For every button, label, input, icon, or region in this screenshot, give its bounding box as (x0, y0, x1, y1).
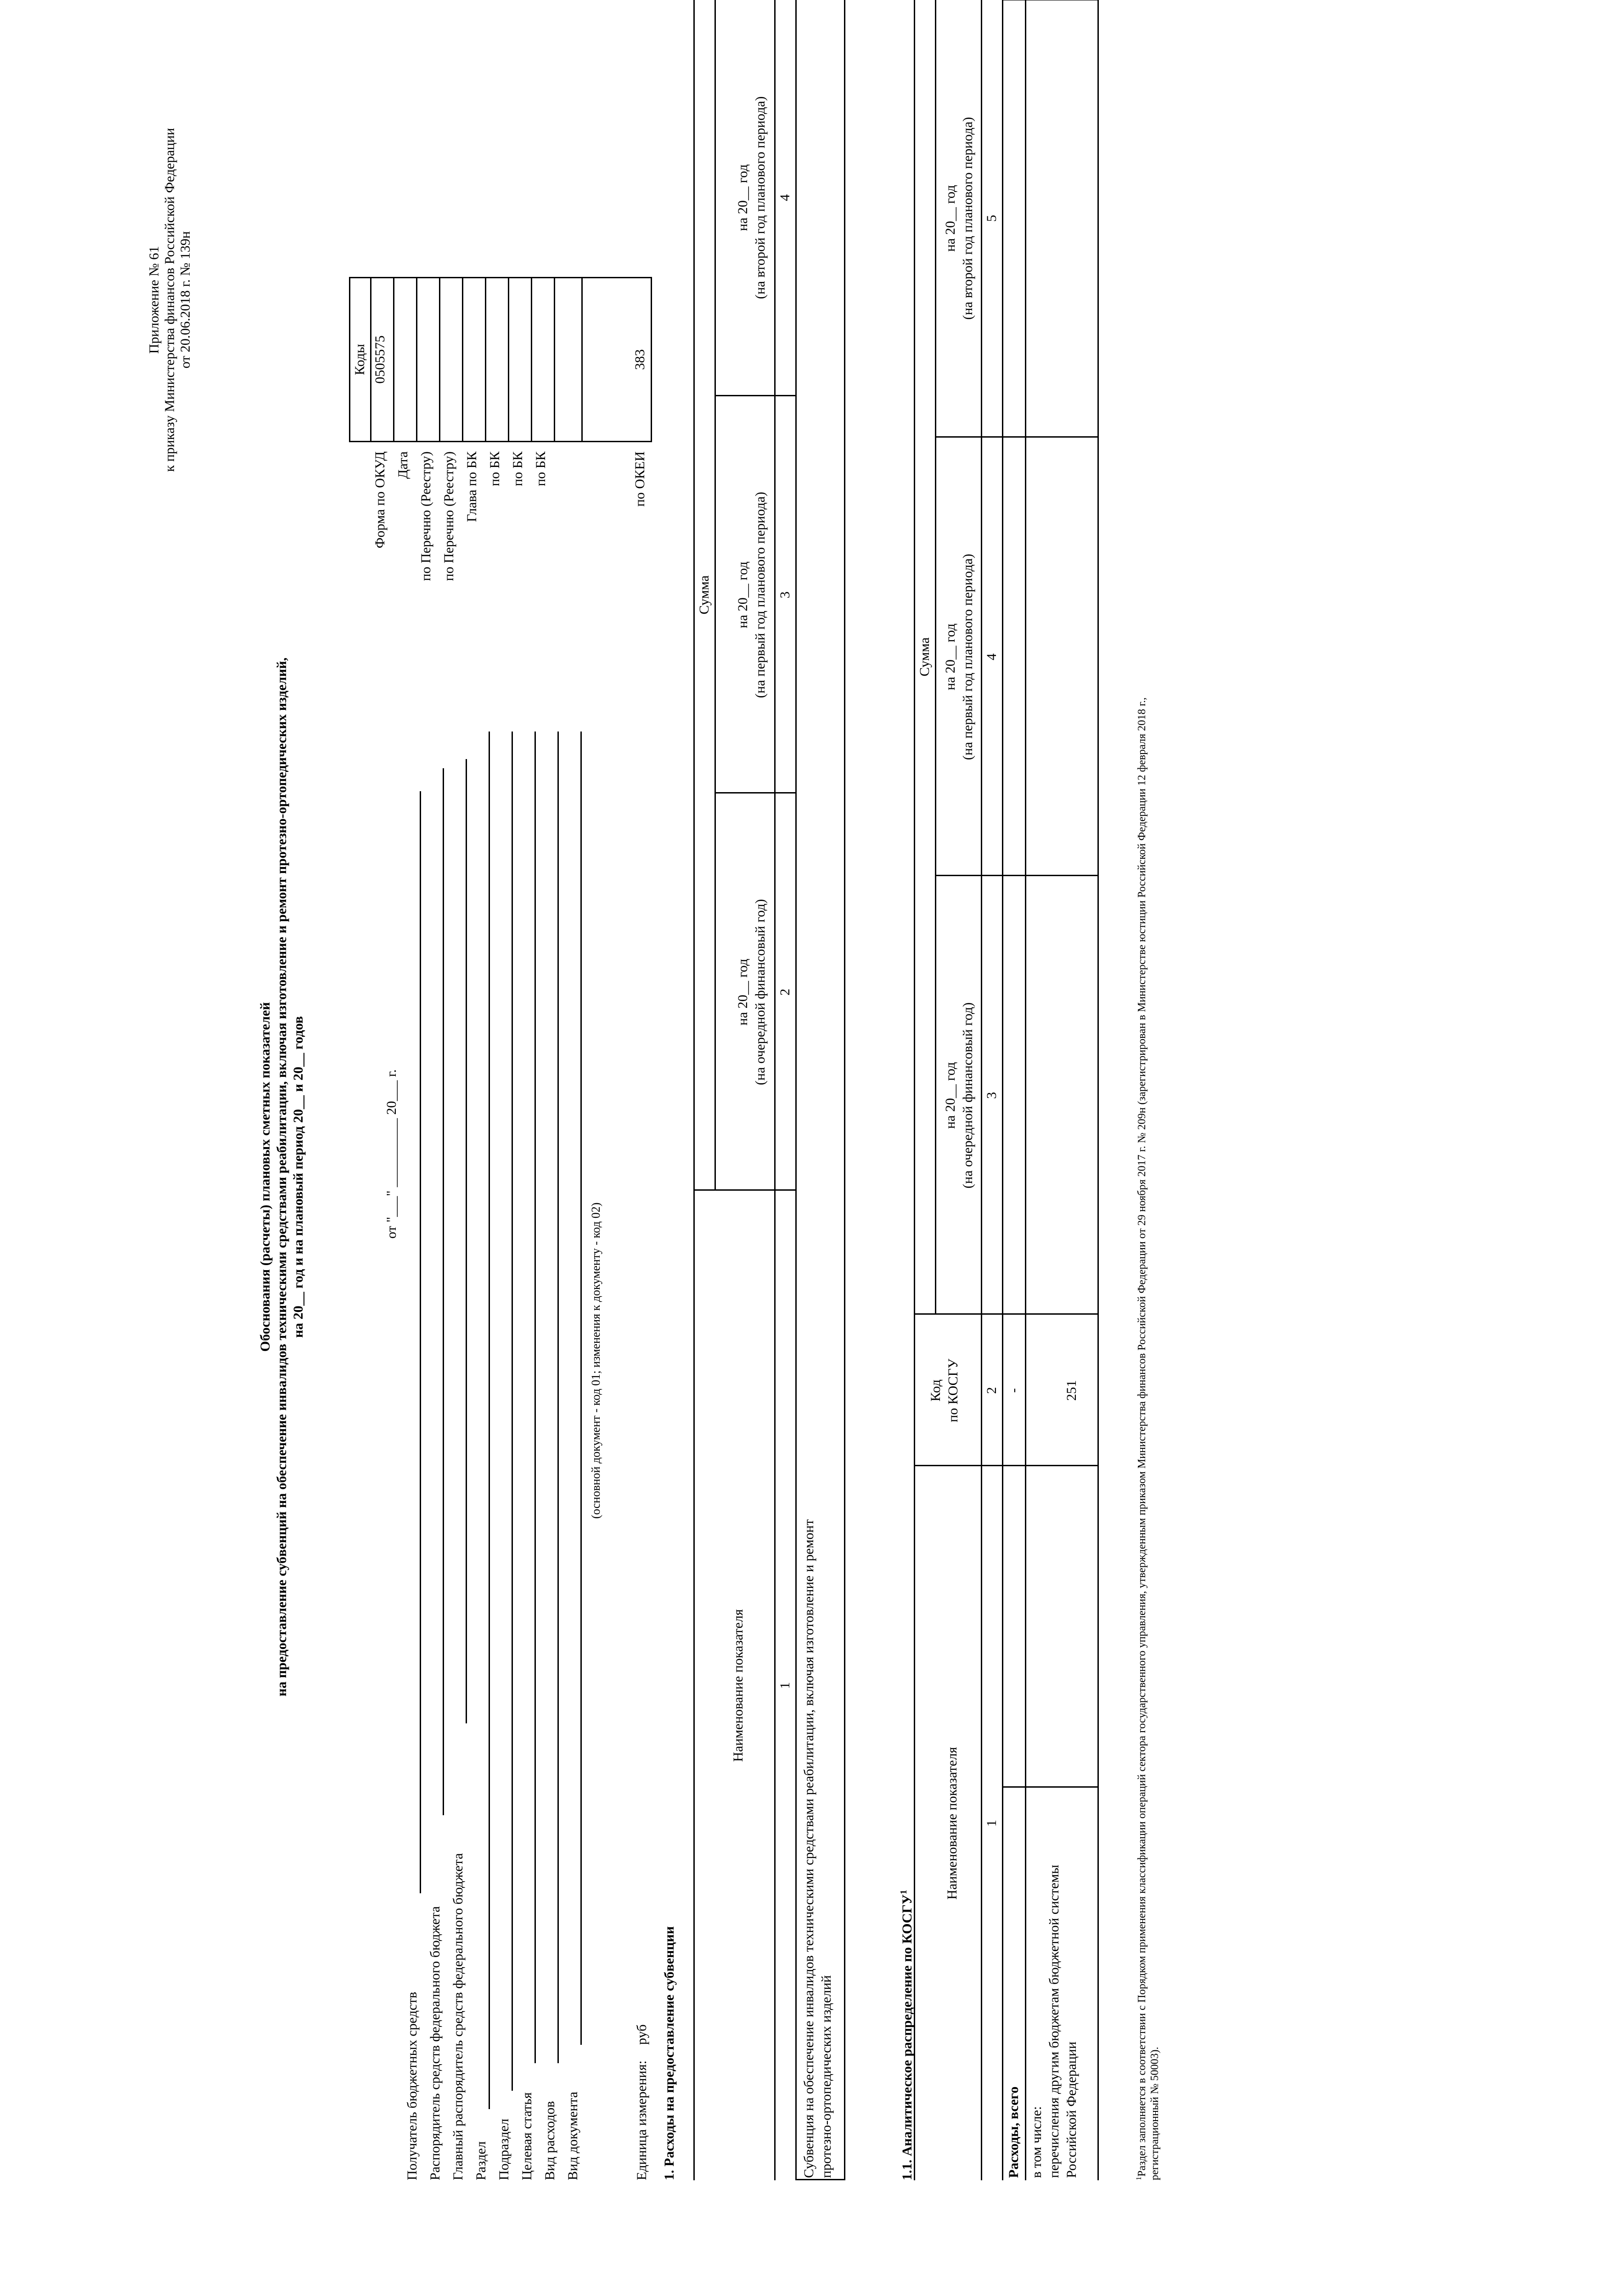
code-label-okei: по ОКЕИ (632, 451, 647, 507)
section11-nums-bottom (1002, 0, 1003, 2180)
section1-nums-bottom (795, 0, 797, 2180)
field-section: Раздел (473, 2141, 489, 2180)
section11-table-top (914, 0, 915, 2180)
section1-col-y3-sub: (на второй год планового периода) (753, 96, 768, 299)
section11-header-bottom (981, 0, 982, 2180)
field-recipient-line (420, 791, 421, 1893)
field-section-line (489, 732, 490, 2109)
codes-row-line (439, 277, 440, 442)
appendix-order: к приказу Министерства финансов Российской Федерации (162, 128, 177, 472)
section1-row-text-2: протезно-ортопедических изделий (819, 1975, 834, 2178)
footnote-line-2: регистрационный № 50003). (1149, 2047, 1161, 2180)
codes-divider (370, 277, 371, 442)
code-label-registry-2: по Перечню (Реестру) (441, 451, 456, 581)
document-period: на 20__ год и на плановый период 20__ и 20__ годов (291, 1016, 306, 1338)
section1-sum-line (714, 0, 716, 1191)
section11-col-code-1: Код (928, 1379, 943, 1401)
field-document-type-line (580, 732, 582, 2045)
codes-row-line (485, 277, 486, 442)
section11-col-y1: на 20__ год (943, 1062, 958, 1129)
section11-col-divider (1002, 1786, 1097, 1788)
field-expense-type: Вид расходов (542, 2101, 557, 2180)
section11-col-y1-sub: (на очередной финансовый год) (960, 1002, 975, 1189)
section11-col-code-2: по КОСГУ (945, 1358, 961, 1423)
section1-col-y1: на 20__ год (735, 958, 750, 1026)
section1-title: 1. Расходы на предоставление субвенции (662, 1926, 677, 2180)
section1-row-left (795, 2179, 844, 2180)
section1-num-1: 1 (777, 1682, 793, 1689)
section11-num-5: 5 (984, 215, 999, 222)
section11-title: 1.1. Аналитическое распределение по КОСГУ$^1$ (899, 1890, 915, 2180)
code-value-okei: 383 (632, 349, 647, 370)
codes-row-line (581, 277, 583, 442)
codes-header: Коды (352, 343, 367, 376)
date-line: от "___" __________ 20___ г. (384, 1069, 399, 1239)
field-document-type: Вид документа (565, 2092, 580, 2180)
section1-header-bottom (774, 0, 776, 2180)
codes-row-line (508, 277, 509, 442)
section11-num-4: 4 (984, 653, 999, 660)
codes-box (349, 277, 652, 442)
section1-col-y1-sub: (на очередной финансовый год) (753, 899, 768, 1086)
code-label-date: Дата (395, 451, 411, 479)
code-label-chapter: Глава по БК (464, 451, 479, 522)
code-label-bk-1: по БК (487, 451, 502, 486)
code-label-bk-3: по БК (533, 451, 548, 486)
field-target-article: Целевая статья (519, 2092, 534, 2180)
section1-col-y3: на 20__ год (735, 164, 750, 231)
section1-col-y2: на 20__ год (735, 561, 750, 629)
section11-row-total-code: - (1006, 1388, 1021, 1393)
unit-label: Единица измерения: (634, 2060, 649, 2180)
section1-table-top (693, 0, 695, 2180)
codes-row-line (416, 277, 417, 442)
code-label-okud: Форма по ОКУД (372, 451, 388, 549)
section11-row-incl: в том числе: (1029, 2106, 1044, 2178)
section11-row-total: Расходы, всего (1006, 2086, 1021, 2178)
section1-col-name: Наименование показателя (731, 1609, 746, 1762)
section1-col-sum: Сумма (697, 575, 712, 614)
field-manager-line (443, 768, 444, 1815)
footnote-line-1: $^1$Раздел заполняется в соответствии с Порядком применения классификации операций сектора государственного управления, утвержденным приказом Министерства финансов Российской Федерации от 29 ноября 2017 г. № 209н (зарегистрирован в Министерстве юстиции Российской Федерации 12 февраля 2018 г., (1135, 697, 1148, 2180)
field-subsection-line (512, 732, 513, 2091)
section11-col-y3-sub: (на второй год планового периода) (960, 117, 975, 320)
codes-row-line (531, 277, 532, 442)
document-title: Обоснования (расчеты) плановых сметных показателей (258, 1002, 273, 1352)
section11-col-name: Наименование показателя (945, 1747, 960, 1900)
field-manager: Распорядитель средств федерального бюджета (428, 1906, 443, 2180)
section1-col-y2-sub: (на первый год планового периода) (753, 491, 768, 698)
codes-row-line (393, 277, 394, 442)
field-recipient: Получатель бюджетных средств (405, 1992, 420, 2180)
section11-total-bottom (1025, 0, 1026, 2180)
section11-sum-line (935, 0, 936, 1315)
section11-row-transfer-1: перечисления другим бюджетам бюджетной системы (1046, 1864, 1062, 2178)
codes-row-line (554, 277, 555, 442)
section11-col-y2: на 20__ год (943, 623, 958, 691)
section11-row-transfer-2: Российской Федерации (1064, 2041, 1079, 2178)
section1-row-text-1: Субвенция на обеспечение инвалидов техническими средствами реабилитации, включая изготовление и ремонт (801, 1519, 816, 2178)
section1-table-bottom (844, 0, 845, 2180)
section1-num-2: 2 (777, 989, 793, 996)
section1-num-3: 3 (777, 591, 793, 598)
field-chief-manager-line (466, 759, 467, 1723)
appendix-number: Приложение № 61 (146, 246, 162, 354)
unit-value: руб (634, 2024, 649, 2045)
codes-row-line (462, 277, 463, 442)
section11-col-sum: Сумма (917, 637, 932, 676)
section1-num-4: 4 (777, 194, 793, 201)
code-label-registry-1: по Перечню (Реестру) (418, 451, 433, 581)
section11-num-1: 1 (984, 1820, 999, 1827)
section11-col-y3: на 20__ год (943, 185, 958, 252)
code-value-okud: 0505575 (372, 335, 388, 384)
section11-num-3: 3 (984, 1092, 999, 1099)
field-chief-manager: Главный распорядитель средств федерального бюджета (450, 1853, 466, 2180)
document-subtitle: на предоставление субвенций на обеспечение инвалидов техническими средствами реабилитации, включая изготовление и ремонт протезно-ортопедических изделий, (274, 657, 289, 1697)
section11-col-y2-sub: (на первый год планового периода) (960, 553, 975, 760)
field-target-article-line (534, 732, 536, 2063)
section11-row-transfer-code: 251 (1064, 1380, 1079, 1401)
section11-num-2: 2 (984, 1387, 999, 1394)
field-subsection: Подраздел (496, 2118, 512, 2180)
field-expense-type-line (557, 732, 559, 2063)
appendix-order-date: от 20.06.2018 г. № 139н (178, 231, 193, 369)
document-type-note: (основной документ - код 01; изменения к документу - код 02) (589, 1202, 602, 1519)
code-label-bk-2: по БК (510, 451, 525, 486)
section11-table-bottom (1097, 0, 1099, 2180)
